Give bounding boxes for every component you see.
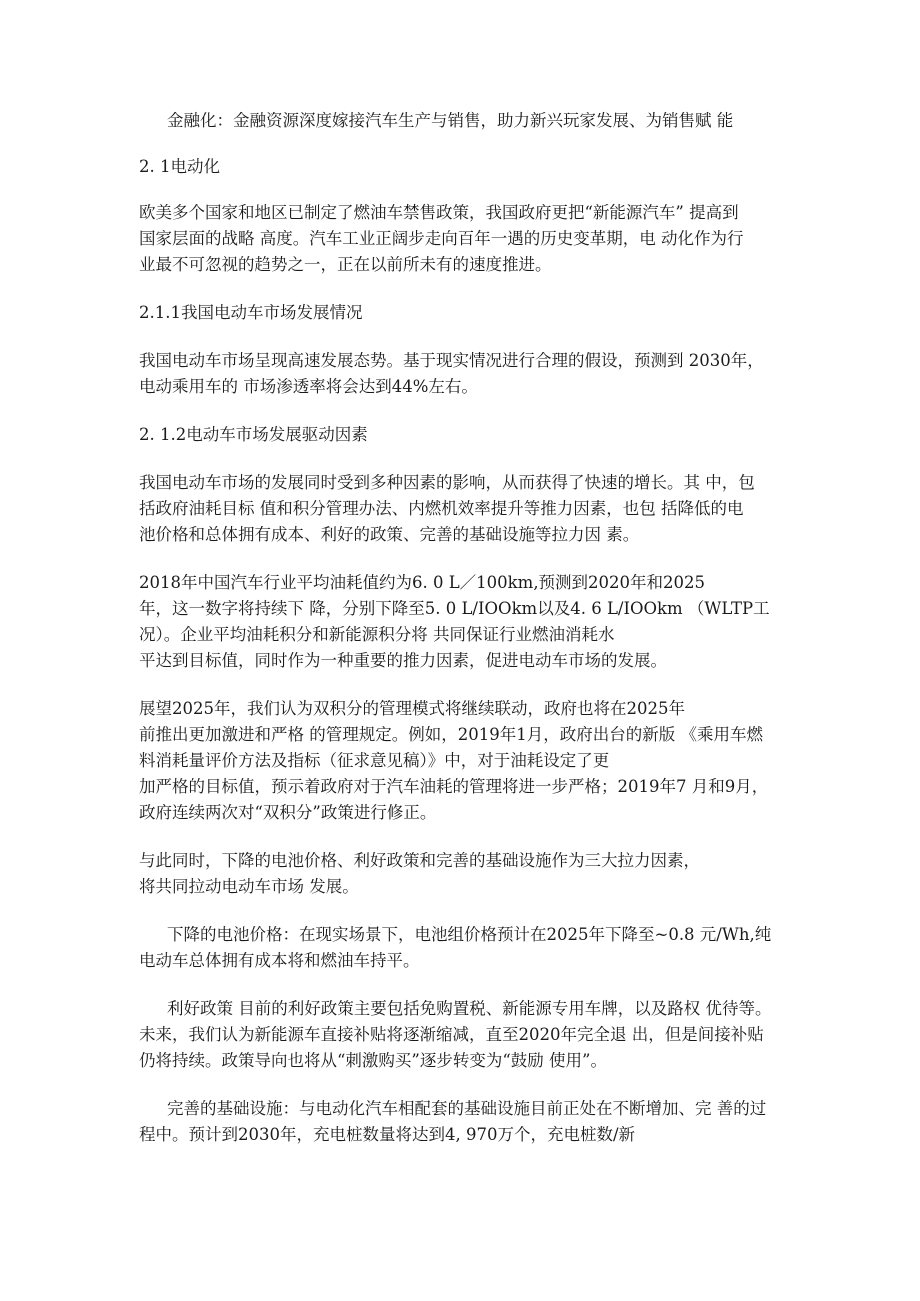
text-line: 业最不可忽视的趋势之一，正在以前所未有的速度推进。 — [139, 255, 552, 274]
paragraph-electrification — [139, 200, 789, 278]
text-line: 电动车总体拥有成本将和燃油车持平。 — [139, 951, 420, 970]
section-heading-2-1-2: 2. 1.2电动车市场发展驱动因素 — [139, 425, 368, 444]
text-line: 未来，我们认为新能源车直接补贴将逐渐缩减，直至2020年完全退 出，但是间接补贴 — [139, 1025, 764, 1044]
text-line: 国家层面的战略 高度。汽车工业正阔步走向百年一遇的历史变革期，电 动化作为行 — [139, 229, 744, 248]
text-line: 欧美多个国家和地区已制定了燃油车禁售政策，我国政府更把“新能源汽车” 提高到 — [139, 203, 739, 222]
text-line: 与此同时，下降的电池价格、利好政策和完善的基础设施作为三大拉力因素， — [139, 851, 700, 870]
text-line: 将共同拉动电动车市场 发展。 — [139, 877, 359, 896]
text-line: 下降的电池价格：在现实场景下，电池组价格预计在2025年下降至~0.8 元/Wh,纯 — [167, 925, 772, 944]
text-line: 仍将持续。政策导向也将从“刺激购买”逐步转变为“鼓励 使用”。 — [139, 1051, 607, 1070]
paragraph-favorable-policy — [139, 996, 789, 1074]
paragraph-infrastructure — [139, 1096, 789, 1148]
paragraph-drivers — [139, 470, 789, 548]
text-line: 我国电动车市场呈现高速发展态势。基于现实情况进行合理的假设，预测到 2030年， — [139, 351, 764, 370]
text-line: 年，这一数字将持续下 降，分别下降至5. 0 L/IOOkm以及4. 6 L/IOOkm （WLTP工 — [139, 599, 770, 618]
text-line: 括政府油耗目标 值和积分管理办法、内燃机效率提升等推力因素，也包 括降低的电 — [139, 499, 744, 518]
paragraph-pull-factors — [139, 848, 789, 900]
paragraph-outlook-2025 — [139, 696, 789, 826]
text-line: 2018年中国汽车行业平均油耗值约为6. 0 L／100km,预测到2020年和2025 — [139, 573, 706, 592]
text-line: 平达到目标值，同时作为一种重要的推力因素，促进电动车市场的发展。 — [139, 651, 667, 670]
text-line: 展望2025年，我们认为双积分的管理模式将继续联动，政府也将在2025年 — [139, 699, 685, 718]
text-line: 政府连续两次对“双积分”政策进行修正。 — [139, 803, 437, 822]
document-page — [139, 108, 789, 1170]
text-line: 程中。预计到2030年，充电桩数量将达到4, 970万个，充电桩数/新 — [139, 1125, 636, 1144]
text-line: 我国电动车市场的发展同时受到多种因素的影响，从而获得了快速的增长。其 中，包 — [139, 473, 755, 492]
text-line: 金融化：金融资源深度嫁接汽车生产与销售，助力新兴玩家发展、为销售赋 能 — [167, 111, 734, 130]
text-line: 电动乘用车的 市场渗透率将会达到44%左右。 — [139, 377, 478, 396]
paragraph-fuel-consumption — [139, 570, 789, 674]
text-line: 利好政策 目前的利好政策主要包括免购置税、新能源专用车牌，以及路权 优待等。 — [167, 999, 772, 1018]
text-line: 池价格和总体拥有成本、利好的政策、完善的基础设施等拉力因 素。 — [139, 525, 640, 544]
section-heading-2-1: 2. 1电动化 — [139, 157, 220, 176]
paragraph-battery-price — [139, 922, 789, 974]
text-line: 加严格的目标值，预示着政府对于汽车油耗的管理将进一步严格；2019年7 月和9月， — [139, 777, 769, 796]
text-line: 完善的基础设施：与电动化汽车相配套的基础设施目前正处在不断增加、完 善的过 — [167, 1099, 767, 1118]
paragraph-financialization — [139, 108, 789, 134]
section-heading-2-1-1: 2.1.1我国电动车市场发展情况 — [139, 303, 363, 322]
text-line: 况）。企业平均油耗积分和新能源积分将 共同保证行业燃油消耗水 — [139, 625, 615, 644]
paragraph-market-status — [139, 348, 789, 400]
text-line: 料消耗量评价方法及指标（征求意见稿）》中，对于油耗设定了更 — [139, 751, 610, 770]
text-line: 前推出更加激进和严格 的管理规定。例如，2019年1月，政府出台的新版 《乘用车燃 — [139, 725, 763, 744]
